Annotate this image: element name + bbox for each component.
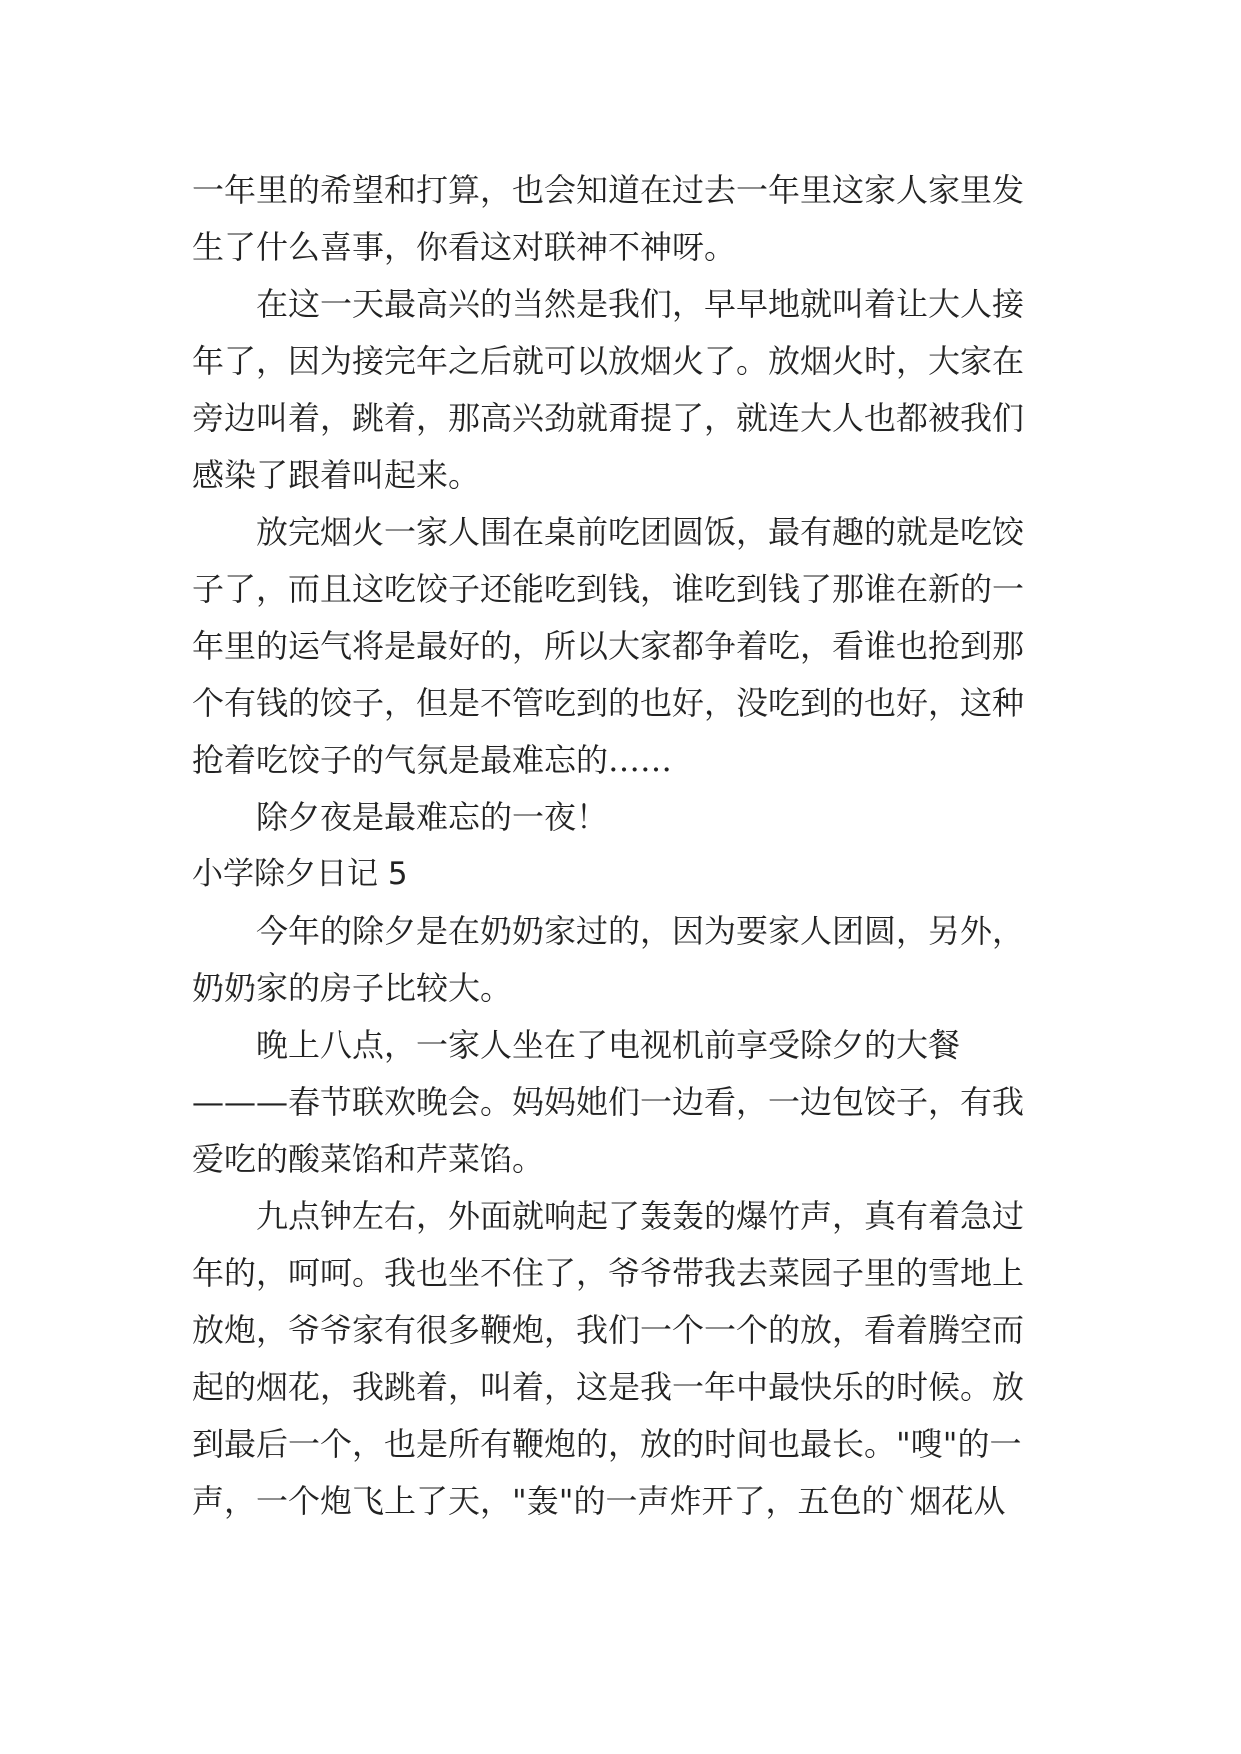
- text-line: ———春节联欢晚会。妈妈她们一边看，一边包饺子，有我: [192, 1083, 1025, 1121]
- text-line: 除夕夜是最难忘的一夜！: [256, 798, 609, 836]
- section-heading: 小学除夕日记 5: [192, 856, 408, 892]
- text-line: 今年的除夕是在奶奶家过的，因为要家人团圆，另外，: [256, 912, 1025, 950]
- text-line: 子了，而且这吃饺子还能吃到钱，谁吃到钱了那谁在新的一: [192, 570, 1025, 608]
- text-line: 年了，因为接完年之后就可以放烟火了。放烟火时，大家在: [192, 342, 1025, 380]
- text-line: 在这一天最高兴的当然是我们，早早地就叫着让大人接: [256, 285, 1025, 323]
- text-line: 放完烟火一家人围在桌前吃团圆饭，最有趣的就是吃饺: [256, 513, 1025, 551]
- text-line: 感染了跟着叫起来。: [192, 456, 481, 494]
- text-line: 年的，呵呵。我也坐不住了，爷爷带我去菜园子里的雪地上: [192, 1254, 1025, 1292]
- text-line: 九点钟左右，外面就响起了轰轰的爆竹声，真有着急过: [256, 1197, 1025, 1235]
- text-line: 生了什么喜事，你看这对联神不神呀。: [192, 228, 737, 266]
- text-line: 个有钱的饺子，但是不管吃到的也好，没吃到的也好，这种: [192, 684, 1025, 722]
- text-line: 奶奶家的房子比较大。: [192, 969, 513, 1007]
- text-line: 一年里的希望和打算，也会知道在过去一年里这家人家里发: [192, 171, 1025, 209]
- text-line: 爱吃的酸菜馅和芹菜馅。: [192, 1140, 545, 1178]
- document-body: [192, 162, 1052, 1530]
- text-line: 到最后一个，也是所有鞭炮的，放的时间也最长。"嗖"的一: [192, 1425, 1022, 1463]
- text-line: 抢着吃饺子的气氛是最难忘的……: [192, 741, 673, 779]
- text-line: 起的烟花，我跳着，叫着，这是我一年中最快乐的时候。放: [192, 1368, 1025, 1406]
- text-line: 旁边叫着，跳着，那高兴劲就甭提了，就连大人也都被我们: [192, 399, 1025, 437]
- text-line: 放炮，爷爷家有很多鞭炮，我们一个一个的放，看着腾空而: [192, 1311, 1025, 1349]
- text-line: 声，一个炮飞上了天，"轰"的一声炸开了，五色的`烟花从: [192, 1482, 1006, 1520]
- text-line: 年里的运气将是最好的，所以大家都争着吃，看谁也抢到那: [192, 627, 1025, 665]
- text-line: 晚上八点，一家人坐在了电视机前享受除夕的大餐: [256, 1026, 961, 1064]
